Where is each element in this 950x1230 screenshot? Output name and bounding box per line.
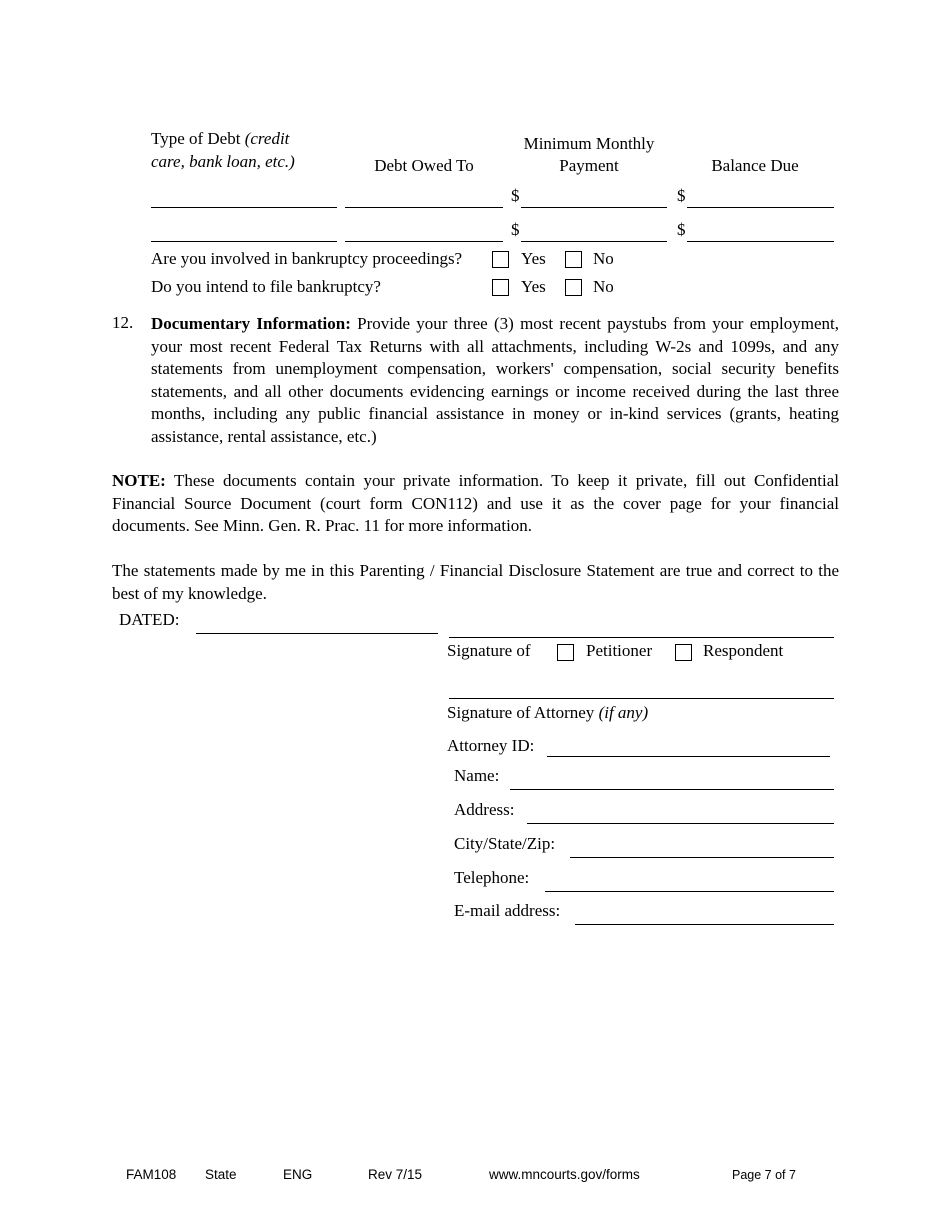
- header-balance-due: Balance Due: [711, 156, 799, 175]
- debt-row2-balance-field[interactable]: [687, 241, 834, 242]
- party-signature-line[interactable]: [449, 637, 834, 638]
- section12-title: Documentary Information:: [151, 314, 351, 333]
- header-type-of-debt-label: Type of Debt: [151, 129, 241, 148]
- debt-row1-min-currency: $: [511, 186, 520, 205]
- address-field[interactable]: [527, 823, 834, 824]
- header-min-payment-line1: Minimum Monthly: [523, 134, 655, 153]
- footer-language: ENG: [283, 1167, 313, 1182]
- email-field[interactable]: [575, 924, 834, 925]
- address-label: Address:: [454, 800, 515, 819]
- bankruptcy-q1-yes-checkbox[interactable]: [492, 251, 509, 268]
- section12-paragraph: [151, 313, 839, 448]
- note-paragraph: [112, 470, 839, 538]
- section12-body: Provide your three (3) most recent paystubs from your employment, your most recent Federal Tax Returns with all attachments, including W-2s and 1099s, and any statements from unemployment compensation, workers' compensation, social security benefits statements, and all other documents evidencing earnings or income received during the last three months, including any public financial assistance in money or in-kind services (grants, heating assistance, rental assistance, etc.): [151, 314, 839, 446]
- debt-row1-min-payment-field[interactable]: [521, 207, 667, 208]
- footer-jurisdiction: State: [205, 1167, 237, 1182]
- debt-row1-type-field[interactable]: [151, 207, 337, 208]
- debt-row1-balance-field[interactable]: [687, 207, 834, 208]
- header-type-of-debt-note: (credit care, bank loan, etc.): [151, 129, 295, 171]
- city-state-zip-label: City/State/Zip:: [454, 834, 556, 853]
- bankruptcy-q1-no-label: No: [593, 249, 614, 268]
- footer-url[interactable]: www.mncourts.gov/forms: [489, 1167, 640, 1182]
- bankruptcy-q2-yes-checkbox[interactable]: [492, 279, 509, 296]
- telephone-label: Telephone:: [454, 868, 530, 887]
- footer-revision: Rev 7/15: [368, 1167, 423, 1182]
- name-field[interactable]: [510, 789, 834, 790]
- respondent-label: Respondent: [703, 641, 784, 660]
- debt-row2-owed-to-field[interactable]: [345, 241, 503, 242]
- debt-row2-min-currency: $: [511, 220, 520, 239]
- petitioner-label: Petitioner: [586, 641, 653, 660]
- footer-form-code: FAM108: [126, 1167, 177, 1182]
- attorney-signature-line[interactable]: [449, 698, 834, 699]
- telephone-field[interactable]: [545, 891, 834, 892]
- header-min-payment-line2: Payment: [559, 156, 619, 175]
- debt-row1-owed-to-field[interactable]: [345, 207, 503, 208]
- bankruptcy-q1-yes-label: Yes: [521, 249, 546, 268]
- debt-row2-type-field[interactable]: [151, 241, 337, 242]
- city-state-zip-field[interactable]: [570, 857, 834, 858]
- attorney-id-label: Attorney ID:: [447, 736, 535, 755]
- attorney-signature-label: Signature of Attorney: [447, 703, 595, 722]
- header-min-payment: [505, 133, 673, 177]
- header-debt-owed-to: Debt Owed To: [374, 156, 474, 175]
- petitioner-checkbox[interactable]: [557, 644, 574, 661]
- signature-of-label: Signature of: [447, 641, 531, 660]
- name-label: Name:: [454, 766, 500, 785]
- section12-number: 12.: [112, 313, 134, 332]
- bankruptcy-q1-no-checkbox[interactable]: [565, 251, 582, 268]
- debt-row2-balance-currency: $: [677, 220, 686, 239]
- footer-page-number: Page 7 of 7: [732, 1168, 796, 1182]
- bankruptcy-q2-yes-label: Yes: [521, 277, 546, 296]
- bankruptcy-q1-label: Are you involved in bankruptcy proceedings?: [151, 249, 463, 268]
- bankruptcy-q2-label: Do you intend to file bankruptcy?: [151, 277, 381, 296]
- debt-row2-min-payment-field[interactable]: [521, 241, 667, 242]
- dated-label: DATED:: [119, 610, 180, 629]
- note-body: These documents contain your private information. To keep it private, fill out Confidential Financial Source Document (court form CON112) and use it as the cover page for your financial documents. See Minn. Gen. R. Prac. 11 for more information.: [112, 471, 839, 535]
- attorney-id-field[interactable]: [547, 756, 830, 757]
- attorney-signature-caption: [447, 703, 648, 723]
- truth-statement: The statements made by me in this Parenting / Financial Disclosure Statement are true and correct to the best of my knowledge.: [112, 561, 839, 603]
- respondent-checkbox[interactable]: [675, 644, 692, 661]
- bankruptcy-q2-no-label: No: [593, 277, 614, 296]
- header-type-of-debt: [151, 127, 326, 173]
- dated-field[interactable]: [196, 633, 438, 634]
- debt-row1-balance-currency: $: [677, 186, 686, 205]
- attorney-signature-note: (if any): [598, 703, 649, 722]
- bankruptcy-q2-no-checkbox[interactable]: [565, 279, 582, 296]
- email-label: E-mail address:: [454, 901, 561, 920]
- note-label: NOTE:: [112, 471, 166, 490]
